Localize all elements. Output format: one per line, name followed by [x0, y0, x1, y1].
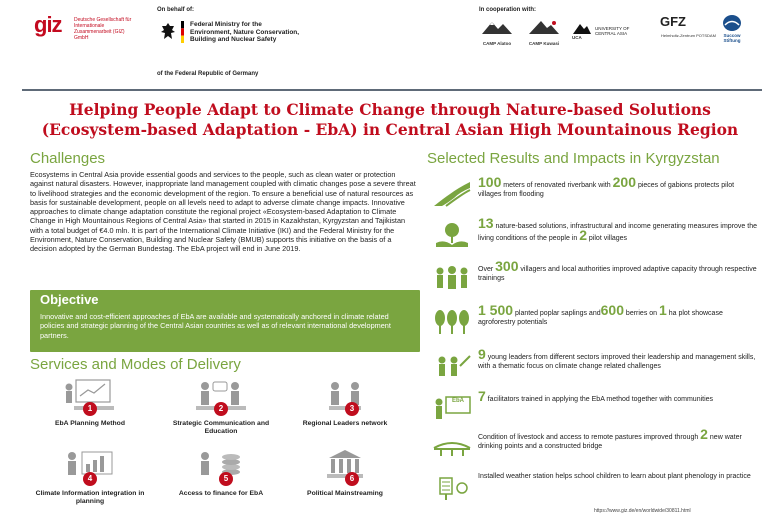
result-number: 1 [659, 302, 667, 318]
finance-icon [191, 448, 251, 486]
on-behalf-label: On behalf of: [157, 7, 194, 13]
tree-hands-icon [432, 221, 472, 249]
title-line-2: (Ecosystem-based Adaptation - EbA) in Central Asian High Mountainous Region [41, 120, 739, 139]
german-flag-bar [181, 21, 184, 43]
partner1-caption: CAMP Alatoo [482, 41, 512, 46]
result-number: 600 [600, 302, 624, 318]
result-number: 300 [495, 258, 519, 274]
result-number: 9 [478, 346, 486, 362]
uca-short: UCA [572, 35, 582, 40]
result-number: 100 [478, 174, 502, 190]
result-text [478, 426, 758, 451]
service-label: Access to finance for EbA [178, 490, 264, 497]
network-icon [315, 378, 375, 416]
uca-mountain-icon [572, 21, 592, 35]
service-number: 2 [214, 402, 228, 416]
results-heading: Selected Results and Impacts in Kyrgyzstan [427, 150, 720, 167]
result-text-part: young leaders from different sectors improved their leadership and management skills, with a thematic focus on climate change related challenges [478, 354, 756, 370]
result-item-riverbank [428, 174, 768, 212]
result-text [478, 215, 758, 243]
service-label: Strategic Communication and Education [172, 420, 270, 435]
challenges-heading: Challenges [30, 150, 106, 167]
result-text [478, 174, 758, 199]
result-text [478, 346, 758, 371]
result-text-part: pilot villages [586, 235, 628, 242]
result-text-part: ha plot showcase agroforestry potentials [478, 310, 723, 326]
result-number: 7 [478, 388, 486, 404]
presentation-icon [60, 378, 120, 416]
service-item-climate-info [25, 448, 155, 506]
result-text-part: new water drinking points and a constructed bridge [478, 434, 742, 450]
service-label: Climate Information integration in planning [35, 490, 145, 505]
page-title [30, 100, 750, 140]
challenges-body: Ecosystems in Central Asia provide essential goods and services to the people, such as clean water or protection against natural disasters. However, inappropriate land management coupled with climatic changes pose a severe threat to livelihood strategies and the economic development of the region. To ensure a beneficial use of natural resources as basis for sustainable development, people on all levels need to adapt to adverse climate change impacts. Innovative approaches to climate change adaptation constitute the regional project «Ecosystem-based Adaptation to Climate Change in High Mountainous Regions of Central Asia» that started in 2015 in Kazakhstan, Kyrgyzstan and Tajikistan with a total budget of €4.0 mln. It is part of the International Climate Initiative (IKI) and the Federal Ministry for the Environment, Nature Conservation, Building and Nuclear Safety (BMUB) supports this initiative on the basis of a decision adopted by the German Bundestag. The EbA project will end in June 2019. [30, 170, 416, 254]
result-text-part: planted poplar saplings and [513, 310, 601, 317]
partner3-name: UNIVERSITY OF CENTRAL ASIA [595, 26, 630, 36]
objective-body: Innovative and cost-efficient approaches of EbA are available and systematically anchored in climate related policies and strategic planning of the Central Asian countries as well as of relevant international development partners. [40, 312, 391, 340]
result-number: 2 [700, 426, 708, 442]
header-divider [22, 89, 762, 91]
result-text-part: Condition of livestock and access to remote pastures improved through [478, 434, 701, 441]
service-label: EbA Planning Method [55, 420, 125, 427]
result-item-leaders [428, 346, 768, 384]
giz-mark: giz [34, 12, 62, 37]
service-item-communication [156, 378, 286, 436]
result-item-villagers [428, 258, 768, 296]
weather-station-icon [432, 474, 472, 502]
parliament-icon [315, 448, 375, 486]
service-number: 3 [345, 402, 359, 416]
objective-heading: Objective [40, 292, 99, 307]
result-text [478, 302, 758, 327]
result-item-solutions [428, 215, 768, 253]
result-item-saplings [428, 302, 768, 340]
service-number: 5 [219, 472, 233, 486]
result-text-part: berries on [623, 310, 660, 317]
result-number: 200 [612, 174, 636, 190]
service-number: 4 [83, 472, 97, 486]
giz-logo [34, 12, 132, 41]
result-number: 13 [478, 215, 494, 231]
service-label: Political Mainstreaming [307, 490, 383, 497]
result-item-facilitators [428, 388, 768, 426]
federal-republic-label: of the Federal Republic of Germany [157, 71, 259, 77]
result-text [478, 472, 758, 481]
gfz-subtitle: Helmholtz-Zentrum POTSDAM [661, 33, 716, 38]
federal-eagle-icon [160, 22, 176, 42]
title-line-1: Helping People Adapt to Climate Change through Nature-based Solutions [69, 100, 711, 119]
partner-logo-camp-alatoo [480, 18, 514, 46]
result-text [478, 258, 758, 283]
result-text-part: meters of renovated riverbank with [501, 182, 613, 189]
river-road-icon [432, 180, 472, 208]
result-text-part: facilitators trained in applying the EbA method together with communities [485, 396, 714, 403]
result-text-part: Installed weather station helps school children to learn about plant phenology in practice [478, 473, 751, 480]
climate-chart-icon [60, 448, 120, 486]
result-text-part: Over [478, 266, 496, 273]
ministry-name: Federal Ministry for the Environment, Nature Conservation, Building and Nuclear Safety [190, 21, 300, 43]
logo-band [0, 0, 770, 88]
footer-url[interactable]: https://www.giz.de/en/worldwide/30811.html [594, 508, 691, 514]
result-text-part: pieces of gabions protects pilot villages from flooding [478, 182, 735, 198]
trees-icon [432, 308, 472, 336]
service-number: 6 [345, 472, 359, 486]
cooperation-label: In cooperation with: [479, 7, 536, 13]
partner2-caption: CAMP Kuwasi [528, 41, 560, 46]
result-number: 1 500 [478, 302, 514, 318]
mountain-icon [480, 18, 514, 36]
service-label: Regional Leaders network [302, 420, 388, 427]
service-item-leaders [280, 378, 410, 428]
service-item-finance [156, 448, 286, 498]
services-heading: Services and Modes of Delivery [30, 356, 241, 373]
service-item-political [280, 448, 410, 498]
gfz-logo: GFZ [660, 14, 686, 29]
result-number: 2 [579, 227, 587, 243]
partner-logo-camp-kuwasi [527, 18, 561, 46]
succow-logo-icon [722, 14, 742, 32]
leaders-icon [432, 352, 472, 380]
succow-name: Succow Stiftung [723, 33, 741, 43]
result-item-livestock [428, 426, 768, 464]
result-text-part: nature-based solutions, infrastructural and income generating measures improve the living conditions of the people in [478, 223, 757, 242]
service-item-planning [25, 378, 155, 428]
result-text-part: villagers and local authorities improved adaptive capacity through respective trainings [478, 266, 757, 282]
result-item-weather-station [428, 472, 768, 506]
speakers-icon [191, 378, 251, 416]
eba-board-label: EbA [452, 398, 464, 404]
objective-box [30, 290, 420, 352]
people-group-icon [432, 264, 472, 292]
bridge-livestock-icon [432, 432, 472, 460]
giz-org-name: Deutsche Gesellschaft für Internationale Zusammenarbeit (GIZ) GmbH [74, 17, 132, 41]
result-text [478, 388, 758, 404]
mountain-icon [527, 18, 561, 36]
service-number: 1 [83, 402, 97, 416]
